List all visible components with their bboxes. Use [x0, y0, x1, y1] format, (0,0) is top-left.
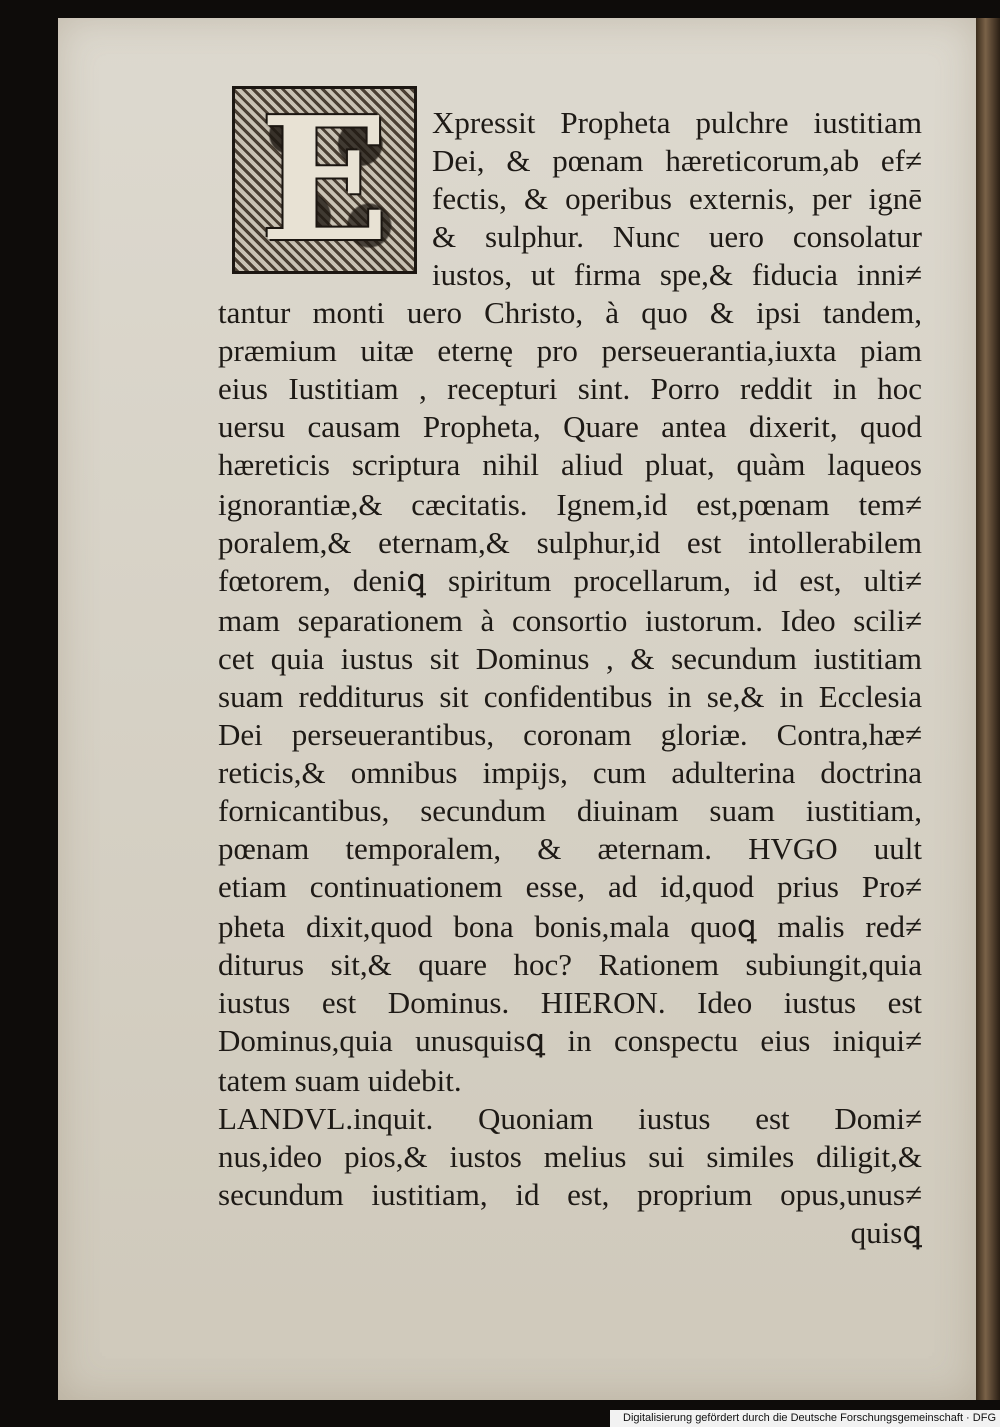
- text-line: reticis,& omnibus impijs, cum adulterina doctrina: [218, 755, 922, 790]
- text-line: pheta dixit,quod bona bonis,mala quoꝗ malis red≠: [218, 909, 922, 944]
- text-line: Dominus,quia unusquisꝗ in conspectu eius iniqui≠: [218, 1023, 922, 1058]
- text-line: fornicantibus, secundum diuinam suam iustitiam,: [218, 793, 922, 828]
- text-line: fœtorem, deniꝗ spiritum procellarum, id est, ulti≠: [218, 563, 922, 598]
- text-line: fectis, & operibus externis, per ignē: [432, 181, 922, 216]
- text-line: tantur monti uero Christo, à quo & ipsi tandem,: [218, 295, 922, 330]
- text-line: poralem,& eternam,& sulphur,id est intollerabilem: [218, 525, 922, 560]
- text-line: cet quia iustus sit Dominus , & secundum iustitiam: [218, 641, 922, 676]
- text-line: quisꝗ: [850, 1215, 922, 1250]
- text-line: nus,ideo pios,& iustos melius sui similes diligit,&: [218, 1139, 922, 1174]
- text-line: præmium uitæ eternę pro perseuerantia,iuxta piam: [218, 333, 922, 368]
- text-line: iustos, ut firma spe,& fiducia inni≠: [432, 257, 922, 292]
- text-line: diturus sit,& quare hoc? Rationem subiungit,quia: [218, 947, 922, 982]
- text-line: eius Iustitiam , recepturi sint. Porro reddit in hoc: [218, 371, 922, 406]
- text-line: iustus est Dominus. HIERON. Ideo iustus est: [218, 985, 922, 1020]
- digitization-credit: Digitalisierung gefördert durch die Deutsche Forschungsgemeinschaft · DFG: [610, 1410, 1000, 1427]
- initial-letter: E: [259, 80, 390, 280]
- text-line: secundum iustitiam, id est, proprium opus,unus≠: [218, 1177, 922, 1212]
- text-line: LANDVL.inquit. Quoniam iustus est Domi≠: [218, 1101, 922, 1136]
- text-line: pœnam temporalem, & æternam. HVGO uult: [218, 831, 922, 866]
- page-edge: [976, 18, 1000, 1400]
- text-line: hæreticis scriptura nihil aliud pluat, quàm laqueos: [218, 447, 922, 482]
- text-line: Dei perseuerantibus, coronam gloriæ. Contra,hæ≠: [218, 717, 922, 752]
- text-line: ignorantiæ,& cæcitatis. Ignem,id est,pœnam tem≠: [218, 487, 922, 522]
- text-line: mam separationem à consortio iustorum. Ideo scili≠: [218, 603, 922, 638]
- text-line: & sulphur. Nunc uero consolatur: [432, 219, 922, 254]
- text-line: Dei, & pœnam hæreticorum,ab ef≠: [432, 143, 922, 178]
- text-line: Xpressit Propheta pulchre iustitiam: [432, 105, 922, 140]
- text-line: suam redditurus sit confidentibus in se,& in Ecclesia: [218, 679, 922, 714]
- text-line: tatem suam uidebit.: [218, 1063, 462, 1098]
- decorated-initial: [232, 80, 417, 280]
- text-line: uersu causam Propheta, Quare antea dixerit, quod: [218, 409, 922, 444]
- text-line: etiam continuationem esse, ad id,quod prius Pro≠: [218, 869, 922, 904]
